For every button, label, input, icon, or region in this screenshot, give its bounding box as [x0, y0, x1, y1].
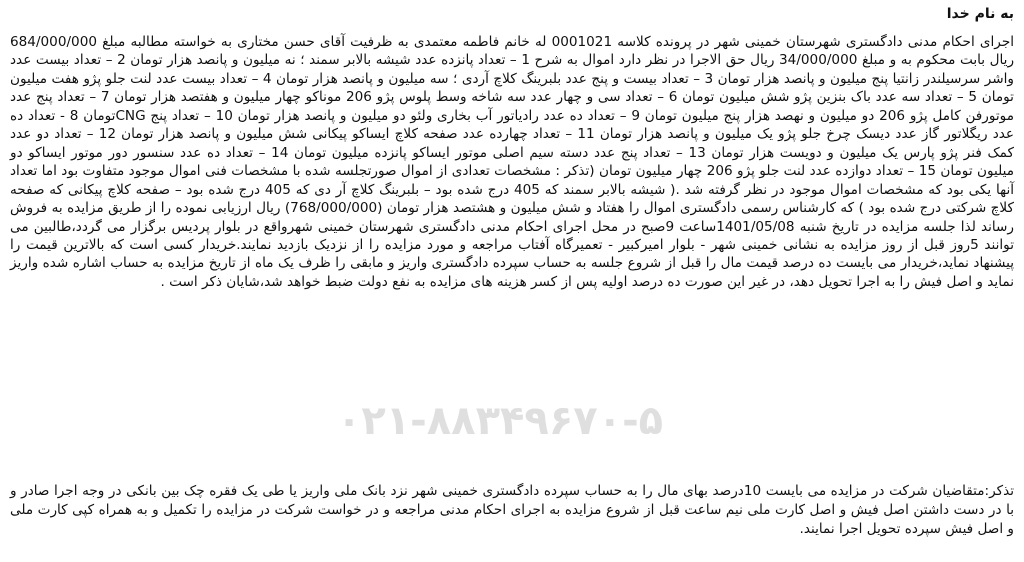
auction-notice	[6, 0, 1018, 562]
document-heading: به نام خدا	[946, 6, 1014, 22]
notice-note: تذکر:متقاضیان شرکت در مزایده می بایست 10درصد بهای مال را به حساب سپرده دادگستری خمینی شهر نزد بانک ملی واریز یا طی یک فقره چک بین بانکی در وجه اجرا صادر و با در دست داشتن اصل فیش و اصل کارت ملی نیم ساعت قبل از شروع مزایده به اجرای احکام مدنی مراجعه و در خواست شرکت در مزایده را تکمیل و به همراه کپی کارت ملی و اصل فیش سپرده تحویل اجرا نمایند.	[10, 483, 1015, 537]
notice-body: اجرای احکام مدنی دادگستری شهرستان خمینی شهر در پرونده کلاسه 0001021 له خانم فاطمه معتمدی به ظرفیت آقای حسن مختاری به خواسته مطالبه مبلغ 684/000/000 ریال بابت محکوم به و مبلغ 34/000/000 ریال حق الاجرا در نظر دارد اموال به شرح 1 – تعداد پانزده عدد شیشه بالابر سمند ؛ نه میلیون و پانصد هزار تومان 2 – تعداد بیست عدد واشر سرسیلندر زانتیا پنج میلیون و پانصد هزار تومان 3 – تعداد بیست و پنج عدد بلبرینگ کلاچ آردی ؛ سه میلیون و پانصد هزار تومان 4 – تعداد بیست عدد لنت جلو پژو هفت میلیون تومان 5 – تعداد سه عدد باک بنزین پژو شش میلیون تومان 6 – تعداد سی و چهار عدد سه شاخه وسط پلوس پژو 206 موناکو چهار میلیون و هفتصد هزار تومان 7 – تعداد پنج عدد موتورفن کامل پژو 206 دو میلیون و نهصد هزار پنج میلیون تومان 9 – تعداد ده عدد رادیاتور آب بخاری ولئو دو میلیون و پانصد هزار تومان 10 – تعداد پنج CNGتومان 8 - تعداد ده عدد ریگلاتور گاز عدد دیسک چرخ جلو پژو یک میلیون و پانصد هزار تومان 11 – تعداد چهارده عدد صفحه کلاچ ایساکو پیکانی شش میلیون و پانصد هزار تومان 12 – تعداد دو عدد کمک فنر پژو پارس یک میلیون و دویست هزار تومان 13 – تعداد پنج عدد دسته سیم اصلی موتور ایساکو پانزده میلیون تومان 14 – تعداد ده عدد سنسور دور موتور ایساکو دو میلیون تومان 15 – تعداد دوازده عدد لنت جلو پژو 206 چهار میلیون تومان (تذکر : مشخصات تعدادی از اموال صورتجلسه شده با مشخصات فنی اموال موجود متفاوت بود اما تعداد آنها یکی بود که مشخصات اموال موجود در نظر گرفته شد .( شیشه بالابر سمند که 405 درج شده بود – بلبرینگ کلاچ آر دی که 405 درج شده بود – صفحه کلاچ پیکانی که صفحه کلاچ شرکتی درج شده بود ) که کارشناس رسمی دادگستری اموال را هفتاد و شش میلیون و هشتصد هزار تومان (768/000/000) ریال ارزیابی نموده را از طریق مزایده به فروش رساند لذا جلسه مزایده در تاریخ شنبه 1401/05/08ساعت 9صبح در محل اجرای احکام مدنی دادگستری شهرستان خمینی شهرواقع در بلوار پردیس برگزار می گردد،طالبین می توانند 5روز قبل از روز مزایده به نشانی خمینی شهر - بلوار امیرکبیر - تعمیرگاه آفتاب مراجعه و مورد مزایده را از نزدیک بازدید نمایند.خریدار کسی است که بالاترین قیمت را پیشنهاد نماید،خریدار می بایست ده درصد قیمت مال را قبل از شروع جلسه به حساب سپرده دادگستری واریز و مابقی را ظرف یک ماه از تاریخ مزایده به حساب اشاره شده واریز نماید و اصل فیش را به اجرا تحویل دهد، در غیر این صورت ده درصد اولیه پس از کسر هزینه های مزایده به نفع دولت ضبط خواهد شد،شایان ذکر است .	[10, 34, 1015, 290]
phone-watermark: ۰۲۱-۸۸۳۴۹۶۷۰-۵	[336, 398, 664, 444]
